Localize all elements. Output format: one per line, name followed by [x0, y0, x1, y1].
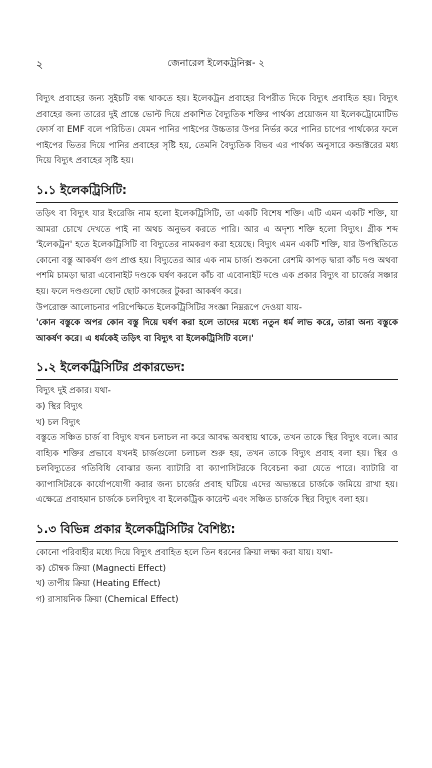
section-1-3-rule	[36, 521, 398, 542]
section-1-2-heading: ১.২ ইলেকট্রিসিটির প্রকারভেদ:	[36, 360, 186, 375]
section-1-3-intro: কোনো পরিবাহীর মধ্যে দিয়ে বিদ্যুৎ প্রবাহিত হলে তিন ধরনের ক্রিয়া লক্ষ্য করা যায়। যথা-	[36, 548, 333, 559]
section-1-3-heading: ১.৩ বিভিন্ন প্রকার ইলেকট্রিসিটির বৈশিষ্ট্য:	[36, 522, 236, 537]
list-item: খ) চল বিদ্যুৎ	[36, 417, 81, 428]
section-1-1-definition: 'কোন বস্তুকে অপর কোন বস্তু দিয়ে ঘর্ষণ করা হলে তাদের মধ্যে নতুন ধর্ম লাভ করে, তারা অন্য বস্তুকে আকর্ষণ করে। এ ধর্মকেই তড়িৎ বা বিদ্যুৎ বা ইলেকট্রিসিটি বলে।'	[36, 318, 398, 344]
section-1-1-lead-in: উপরোক্ত আলোচনার পরিপেক্ষিতে ইলেকট্রিসিটির সংজ্ঞা নিম্নরূপে দেওয়া যায়-	[36, 302, 303, 313]
section-1-2-paragraph: বস্তুতে সঞ্চিত চার্জ বা বিদ্যুৎ যখন চলাচল না করে আবদ্ধ অবস্থায় থাকে, তখন তাকে স্থির বিদ্যুৎ বলে। আর বাহ্যিক শক্তির প্রভাবে যখনই চার্জগুলো চলাচল শুরু হয়, তখন তাকে বিদ্যুৎ প্রবাহ বলা হয়। স্থির ও চলবিদ্যুতের গতিবিধি বোঝার জন্য ব্যাটারি বা ক্যাপাসিটরকে বিবেচনা করা যেতে পারে। ব্যাটারি বা ক্যাপাসিটরকে কার্যোপযোগী করার জন্য চার্জের প্রবাহ ঘটিয়ে এদের অভ্যন্তরে চার্জকে জমিয়ে রাখা হয়। এক্ষেত্রে প্রবাহমান চার্জকে চলবিদ্যুৎ বা ইলেকট্রিক কারেন্ট এবং সঞ্চিত চার্জকে স্থির বিদ্যুৎ বলা হয়।	[36, 433, 398, 506]
section-1-1-paragraph: তড়িৎ বা বিদ্যুৎ যার ইংরেজি নাম হলো ইলেকট্রিসিটি, তা একটি বিশেষ শক্তি। এটি এমন একটি শক্তি, যা আমরা চোখে দেখতে পাই না অথচ অনুভব করতে পারি। আর এ অদৃশ্য শক্তি হলো বিদ্যুৎ। গ্রীক শব্দ 'ইলেকট্রন' হতে ইলেকট্রিসিটি বা বিদ্যুতের নামকরণ করা হয়েছে। বিদ্যুৎ এমন একটি শক্তি, যার উপস্থিতিতে কোনো বস্তু আকর্ষণ গুণ প্রাপ্ত হয়। বিদ্যুতের আর এক নাম চার্জ। শুকনো রেশমি কাপড় দ্বারা কাঁচ দণ্ড অথবা পশমি চামড়া দ্বারা এবোনাইট দণ্ডকে ঘর্ষণ করলে কাঁচ বা এবোনাইট দণ্ডে এক প্রকার বিদ্যুৎ বা চার্জের সঞ্চার হয়। ফলে দণ্ডগুলো ছোট ছোট কাগজের টুকরা আকর্ষণ করে।	[36, 208, 398, 297]
intro-paragraph: বিদ্যুৎ প্রবাহের জন্য সুইচটি বন্ধ থাকতে হয়। ইলেকট্রন প্রবাহের বিপরীত দিকে বিদ্যুৎ প্রবাহিত হয়। বিদ্যুৎ প্রবাহের জন্য তারের দুই প্রান্তে ভোল্ট দিয়ে প্রকাশিত বৈদ্যুতিক শক্তির পার্থক্য প্রয়োজন যা ইলেকট্রোমোটিভ ফোর্স বা EMF বলে পরিচিত। যেমন পানির পাইপের উচ্চতার উপর নির্ভর করে পানির চাপের পার্থক্যের ফলে পাইপের ভিতর দিয়ে পানির প্রবাহের সৃষ্টি হয়, তেমনি বৈদ্যুতিক বিভব এর পার্থক্য অনুসারে কন্ডাক্টরের মধ্য দিয়ে বিদ্যুৎ প্রবাহের সৃষ্টি হয়।	[36, 94, 398, 167]
section-1-2-list	[36, 384, 398, 431]
section-1-1-rule	[36, 182, 398, 203]
section-1-3-list	[36, 546, 398, 608]
list-item: ক) স্থির বিদ্যুৎ	[36, 401, 83, 412]
list-item: খ) তাপীয় ক্রিয়া (Heating Effect)	[36, 579, 161, 590]
section-1-2-rule	[36, 359, 398, 380]
section-1-2-intro: বিদ্যুৎ দুই প্রকার। যথা-	[36, 386, 111, 397]
page-content	[36, 92, 398, 608]
list-item: গ) রাসায়নিক ক্রিয়া (Chemical Effect)	[36, 594, 179, 605]
section-1-1-definition-wrap	[36, 316, 398, 347]
running-title: জেনারেল ইলেকট্রনিক্স- ২	[167, 58, 265, 69]
list-item: ক) চৌম্বক ক্রিয়া (Magnecti Effect)	[36, 563, 166, 574]
page-header	[0, 56, 432, 72]
section-1-1-heading: ১.১ ইলেকট্রিসিটি:	[36, 182, 127, 197]
page-number: ২	[36, 58, 44, 71]
